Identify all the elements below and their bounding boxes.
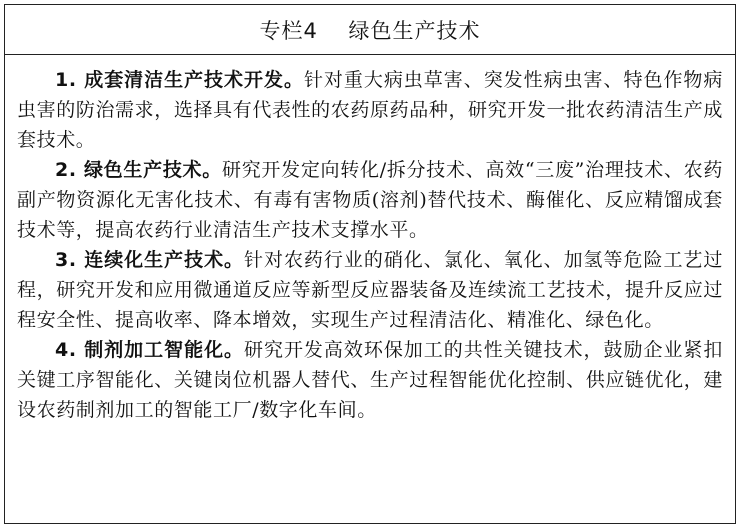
item-heading-4: 4. 制剂加工智能化。 — [55, 339, 245, 361]
item-heading-3: 3. 连续化生产技术。 — [55, 249, 245, 271]
item-heading-2: 2. 绿色生产技术。 — [55, 159, 222, 181]
column-box-header — [5, 5, 735, 55]
item-paragraph-4 — [17, 335, 723, 425]
column-box — [4, 4, 736, 524]
item-paragraph-3 — [17, 245, 723, 335]
item-text-2: 研究开发定向转化/拆分技术、高效“三废”治理技术、农药副产物资源化无害化技术、有毒有害物质(溶剂)替代技术、酶催化、反应精馏成套技术等，提高农药行业清洁生产技术支撑水平。 — [17, 159, 724, 241]
item-text-1: 针对重大病虫草害、突发性病虫害、特色作物病虫害的防治需求，选择具有代表性的农药原药品种，研究开发一批农药清洁生产成套技术。 — [17, 69, 723, 151]
item-text-3: 针对农药行业的硝化、氯化、氧化、加氢等危险工艺过程，研究开发和应用微通道反应等新型反应器装备及连续流工艺技术，提升反应过程安全性、提高收率、降本增效，实现生产过程清洁化、精准化、绿色化。 — [17, 249, 723, 331]
item-text-4: 研究开发高效环保加工的共性关键技术，鼓励企业紧扣关键工序智能化、关键岗位机器人替代、生产过程智能优化控制、供应链优化，建设农药制剂加工的智能工厂/数字化车间。 — [17, 339, 723, 421]
column-box-body — [5, 55, 735, 425]
column-box-title: 专栏4 绿色生产技术 — [259, 18, 481, 43]
item-paragraph-2 — [17, 155, 723, 245]
item-heading-1: 1. 成套清洁生产技术开发。 — [55, 69, 304, 91]
item-paragraph-1 — [17, 65, 723, 155]
